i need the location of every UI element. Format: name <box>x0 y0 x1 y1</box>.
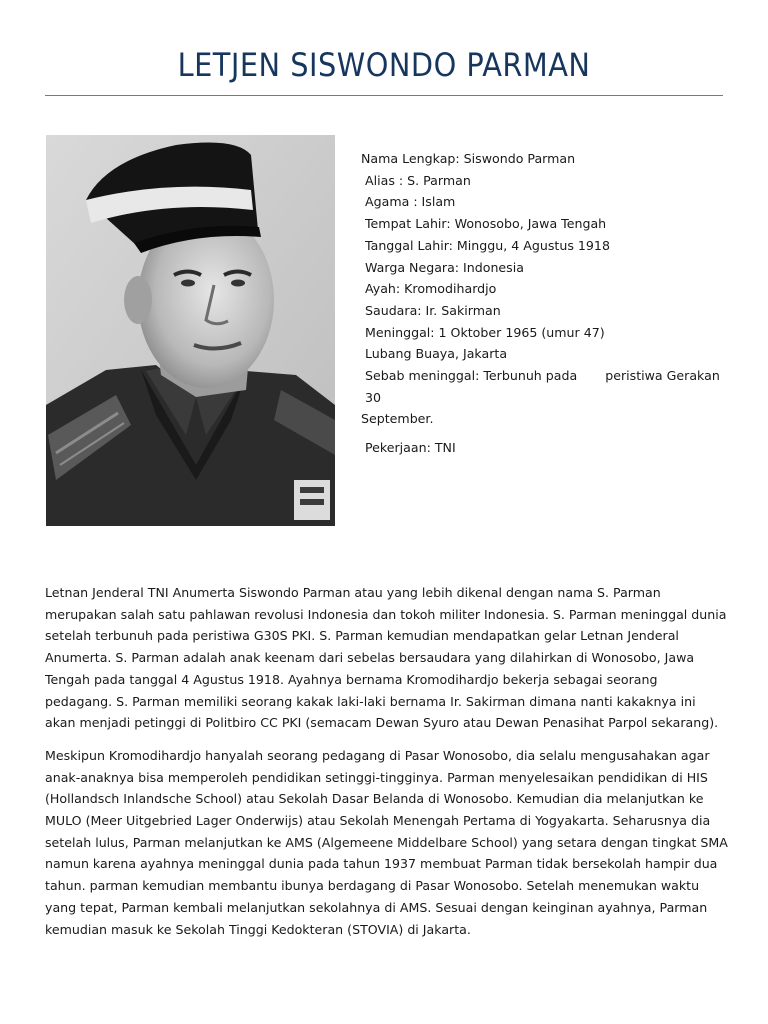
paragraph-2: Meskipun Kromodihardjo hanyalah seorang pedagang di Pasar Wonosobo, dia selalu mengusahakan agar anak-anaknya bisa memperoleh pendidikan setinggi-tingginya. Parman menyelesaikan pendidikan di HIS (Hollandsch Inlandsche School) atau Sekolah Dasar Belanda di Wonosobo. Kemudian dia melanjutkan ke MULO (Meer Uitgebried Lager Onderwijs) atau Sekolah Menengah Pertama di Yogyakarta. Seharusnya dia setelah lulus, Parman melanjutkan ke AMS (Algemeene Middelbare School) yang setara dengan tingkat SMA namun karena ayahnya meninggal dunia pada tahun 1937 membuat Parman tidak bersekolah hampir dua tahun. parman kemudian membantu ibunya berdagang di Pasar Wonosobo. Setelah menemukan waktu yang tepat, Parman kembali melanjutkan sekolahnya di AMS. Sesuai dengan keinginan ayahnya, Parman kemudian masuk ke Sekolah Tinggi Kedokteran (STOVIA) di Jakarta. <box>45 747 728 937</box>
info-sibling: Saudara: Ir. Sakirman <box>365 302 501 318</box>
info-death: Meninggal: 1 Oktober 1965 (umur 47) <box>365 324 605 340</box>
cause-part-3: September. <box>361 411 434 427</box>
info-father: Ayah: Kromodihardjo <box>365 281 497 297</box>
info-alias: Alias : S. Parman <box>365 172 471 188</box>
page-title: LETJEN SISWONDO PARMAN <box>177 46 591 84</box>
paragraph-1: Letnan Jenderal TNI Anumerta Siswondo Parman atau yang lebih dikenal dengan nama S. Parman merupakan salah satu pahlawan revolusi Indonesia dan tokoh militer Indonesia. S. Parman meninggal dunia setelah terbunuh pada peristiwa G30S PKI. S. Parman kemudian mendapatkan gelar Letnan Jenderal Anumerta. S. Parman adalah anak keenam dari sebelas bersaudara yang dilahirkan di Wonosobo, Jawa Tengah pada tanggal 4 Agustus 1918. Ayahnya bernama Kromodihardjo bekerja sebagai seorang pedagang. S. Parman memiliki seorang kakak laki-laki bernama Ir. Sakirman dimana nanti kakaknya ini akan menjadi petinggi di Politbiro CC PKI (semacam Dewan Syuro atau Dewan Penasihat Parpol sekarang). <box>45 585 727 731</box>
info-death-place: Lubang Buaya, Jakarta <box>365 346 508 362</box>
portrait-photo <box>46 135 335 526</box>
biography-body <box>45 582 728 951</box>
info-cause-of-death <box>361 365 733 430</box>
info-religion: Agama : Islam <box>365 194 456 210</box>
cause-part-1: Sebab meninggal: Terbunuh pada <box>365 368 578 384</box>
info-citizenship: Warga Negara: Indonesia <box>365 259 524 275</box>
info-birthdate: Tanggal Lahir: Minggu, 4 Agustus 1918 <box>365 237 610 253</box>
cause-part-2: peristiwa Gerakan 30 <box>365 368 720 405</box>
info-occupation: Pekerjaan: TNI <box>365 440 456 456</box>
info-birthplace: Tempat Lahir: Wonosobo, Jawa Tengah <box>365 216 607 232</box>
title-divider <box>45 95 723 96</box>
biodata-block <box>361 148 733 459</box>
info-full-name: Nama Lengkap: Siswondo Parman <box>361 151 576 166</box>
